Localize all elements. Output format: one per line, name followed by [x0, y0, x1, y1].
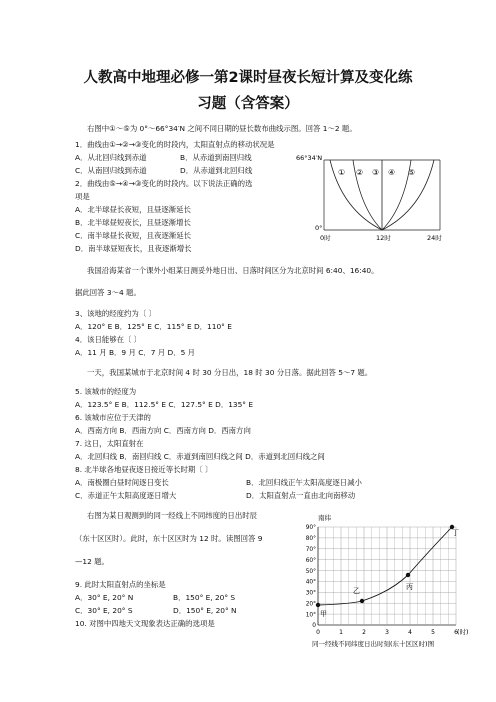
fig2-x-tick-label: 1: [339, 629, 343, 636]
para4-line3: —12 题。: [75, 557, 109, 566]
fig1-lat-bottom-label: 0°: [315, 224, 323, 232]
point-yi-label: 乙: [353, 587, 360, 595]
fig2-y-tick-label: 40°: [305, 579, 316, 586]
point-ding-label: 丁: [452, 529, 459, 537]
curve-1-label: ①: [338, 168, 346, 177]
q9-option-c: C．30° E, 20° S: [75, 606, 133, 615]
q1-option-c: C．从南回归线到赤道: [75, 166, 147, 175]
q3-options: A．120° E B．125° E C．115° E D．110° E: [75, 322, 232, 331]
fig2-x-tick-label: 4: [408, 629, 412, 636]
q2-stem-line2: 项是: [75, 192, 90, 201]
fig1-lat-top-label: 66°34′N: [296, 154, 323, 162]
q8-option-c: C．赤道正午太阳高度逐日增大: [75, 491, 177, 500]
q7-stem: 7. 这日，太阳直射在: [75, 439, 144, 448]
q1-stem: 1．曲线由①→②→③变化的时段内，太阳直射点的移动状况是: [75, 140, 275, 149]
q5-options: A．123.5° E B．112.5° E C．127.5° E D．135° E: [75, 400, 254, 409]
fig2-x-tick-labels: [316, 629, 458, 636]
para2-line2: 据此回答 3～4 题。: [75, 288, 141, 297]
curve-3-label: ③: [372, 168, 380, 177]
q9-option-b: B．150° E, 20° S: [173, 593, 236, 602]
q9-stem: 9. 此时太阳直射点的坐标是: [75, 580, 166, 589]
q7-options: A．北回归线 B．南回归线 C．赤道到南回归线之间 D．赤道到北回归线之间: [75, 452, 325, 461]
q10-stem: 10. 对图中四地天文现象表达正确的选项是: [75, 619, 215, 628]
q1-option-d: D．从赤道到北回归线: [180, 166, 253, 175]
curve-5-label: ⑤: [408, 168, 416, 177]
q1-option-b: B．从赤道到南回归线: [180, 153, 252, 162]
fig2-caption: 同一经线不同纬度日出时刻(东十区区时)图: [312, 640, 435, 648]
fig2-grid: [318, 527, 456, 625]
q3-stem: 3、该地的经度约为〔 〕: [75, 309, 156, 318]
fig2-y-tick-label: 0: [312, 623, 316, 630]
point-yi-marker: [360, 599, 364, 603]
fig2-x-tick-label: 6: [454, 629, 458, 636]
q9-option-d: D．150° E, 20° N: [173, 606, 237, 615]
fig1-x-label-24: 24时: [427, 234, 442, 242]
fig2-y-tick-label: 30°: [305, 590, 316, 597]
q1-option-a: A．从北回归线到赤道: [75, 153, 147, 162]
para4-line2: （东十区区时）。此时，东十区区时为 12 时。读图回答 9: [75, 534, 263, 543]
fig2-y-title: 南纬: [318, 514, 331, 522]
fig2-y-tick-label: 10°: [305, 612, 316, 619]
fig1-x-label-12: 12时: [376, 234, 391, 242]
q8-option-d: D．太阳直射点一直由北向南移动: [246, 491, 356, 500]
fig2-x-tick-label: 3: [385, 629, 389, 636]
fig2-y-tick-label: 90°: [305, 525, 316, 532]
fig2-x-unit: (时): [457, 628, 469, 636]
q2-option-c: C．南半球昼长夜短，且夜逐渐延长: [75, 231, 192, 240]
curve-4-label: ④: [388, 168, 396, 177]
q4-stem: 4．该日能够在〔 〕: [75, 335, 142, 344]
para4-line1: 右图为某日观测到的同一经线上不同纬度的日出时辰: [87, 511, 257, 520]
fig2-x-tick-label: 5: [431, 629, 435, 636]
page-title-line2: 习题（含答案）: [197, 96, 299, 112]
fig2-y-tick-label: 80°: [305, 536, 316, 543]
point-bing-marker: [406, 573, 410, 577]
q2-option-a: A．北半球昼长夜短，且昼逐渐延长: [75, 205, 191, 214]
q2-option-d: D．南半球昼短夜长，且夜逐渐增长: [75, 244, 192, 253]
sunrise-time-latitude-figure: [300, 508, 476, 654]
fig2-x-tick-label: 2: [362, 629, 366, 636]
fig2-y-tick-label: 20°: [305, 601, 316, 608]
fig2-x-tick-label: 0: [316, 629, 320, 636]
day-length-curves-figure: [290, 146, 450, 246]
q9-option-a: A．30° E, 20° N: [75, 593, 134, 602]
page-title-line1: 人教高中地理必修一第2课时昼夜长短计算及变化练: [83, 70, 413, 86]
point-jia-marker: [316, 603, 320, 607]
fig2-y-tick-label: 50°: [305, 568, 316, 575]
fig2-y-tick-label: 70°: [305, 546, 316, 553]
fig2-y-tick-label: 60°: [305, 557, 316, 564]
curve-2-label: ②: [356, 168, 364, 177]
q8-option-a: A．南极圈白昼时间逐日变长: [75, 478, 169, 487]
q5-stem: 5. 该城市的经度为: [75, 387, 137, 396]
q4-options: A．11 月 B．9 月 C．7 月 D．5 月: [75, 348, 196, 357]
para2-line1: 我国沿海某省一个课外小组某日测妥外地日出、日落时间区分为北京时间 6:40、16:40。: [87, 266, 379, 275]
point-bing-label: 丙: [406, 583, 413, 591]
fig1-x-label-0: 0时: [320, 234, 331, 242]
q2-stem-line1: 2．曲线由⑤→④→③变化的时段内。以下说法正确的选: [75, 179, 253, 188]
q2-option-b: B．北半球昼短夜长，且昼逐渐增长: [75, 218, 191, 227]
curve-4: [382, 160, 411, 230]
sunrise-curve: [318, 527, 452, 605]
point-jia-label: 甲: [320, 610, 327, 618]
fig2-y-tick-labels: [306, 525, 317, 629]
q6-stem: 6. 该城市应位于天津的: [75, 413, 151, 422]
para3-text: 一天，我国某城市于北京时间 4 时 30 分日出，18 时 30 分日落。据此回答 5～7 题。: [87, 368, 373, 377]
q8-stem: 8. 北半球各地昼夜逐日接近等长时期〔 〕: [75, 465, 213, 474]
intro-text: 右图中①～⑤为 0°～66°34′N 之间不同日期的昼长数布曲线示图。回答 1～2 题。: [87, 124, 357, 133]
q8-option-b: B．北回归线正午太阳高度逐日减小: [246, 478, 362, 487]
q6-options: A．西南方向 B．西南方向 C．西南方向 D．西南方向: [75, 426, 251, 435]
